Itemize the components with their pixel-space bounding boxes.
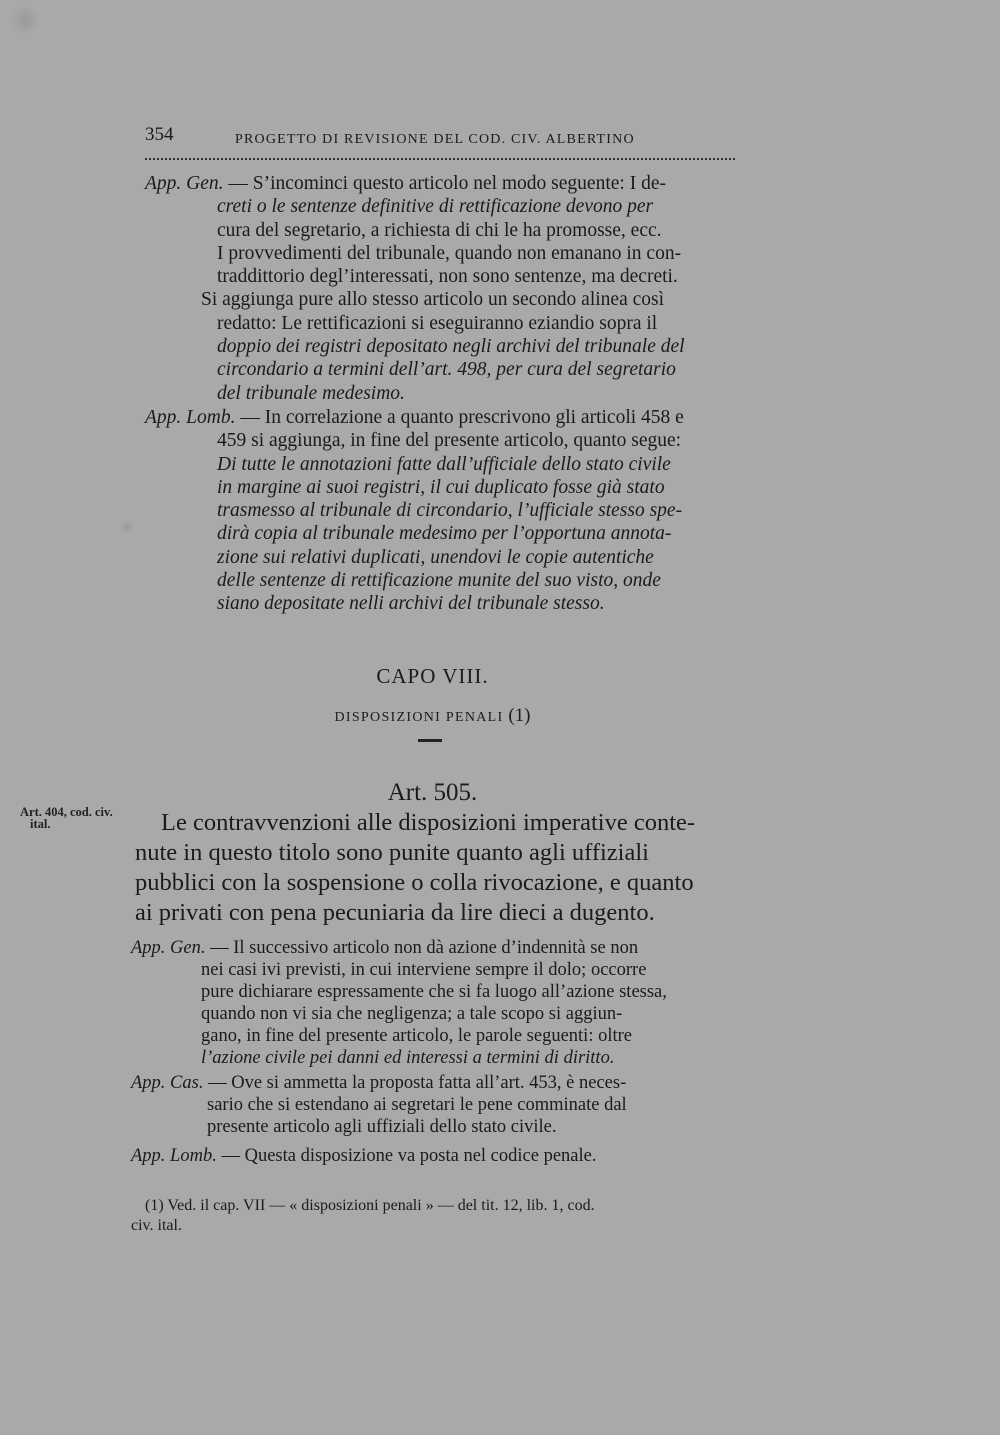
page-number: 354	[145, 124, 174, 145]
margin-note	[20, 806, 113, 830]
margin-note-line: ital.	[30, 817, 51, 831]
comment-signature: App. Gen.	[145, 173, 224, 194]
footnote-line: civ. ital.	[131, 1217, 182, 1234]
text-line: quando non vi sia che negligenza; a tale scopo si aggiun-	[201, 1004, 623, 1024]
comment-app-cas	[131, 1072, 731, 1138]
article-title: Art. 505.	[387, 779, 478, 806]
text-line: — In correlazione a quanto prescrivono gli articoli 458 e	[235, 407, 684, 428]
text-line: — Questa disposizione va posta nel codice penale.	[216, 1146, 597, 1166]
text-line: — S’incominci questo articolo nel modo seguente: I de-	[223, 173, 666, 194]
text-line: l’azione civile pei danni ed interessi a termini di diritto.	[201, 1048, 615, 1068]
text-line: I provvedimenti del tribunale, quando non emanano in con-	[217, 242, 682, 264]
comment-signature: App. Cas.	[131, 1073, 204, 1093]
comment-app-lomb-1	[145, 406, 735, 616]
header-rule	[145, 158, 735, 160]
text-line: dirà copia al tribunale medesimo per l’opportuna annota-	[217, 523, 672, 545]
text-line: zione sui relativi duplicati, unendovi le copie autentiche	[217, 546, 654, 568]
text-line: delle sentenze di rettificazione munite del suo visto, onde	[217, 570, 661, 592]
comment-signature: App. Lomb.	[145, 407, 236, 428]
text-line: circondario a termini dell’art. 498, per cura del segretario	[217, 359, 676, 381]
article-body	[135, 808, 725, 928]
comment-app-lomb-2	[131, 1145, 731, 1167]
comment-signature: App. Gen.	[131, 938, 206, 958]
paper-blemish	[10, 5, 40, 35]
running-title: PROGETTO DI REVISIONE DEL COD. CIV. ALBERTINO	[235, 132, 635, 147]
text-line: — Il successivo articolo non dà azione d’indennità se non	[205, 938, 639, 958]
text-line: presente articolo agli uffiziali dello stato civile.	[207, 1117, 557, 1137]
article-line: Le contravvenzioni alle disposizioni imperative conte-	[161, 809, 696, 836]
chapter-subtitle-text: DISPOSIZIONI PENALI	[334, 710, 504, 725]
comment-app-gen-1	[145, 172, 735, 405]
article-line: ai privati con pena pecuniaria da lire dieci a dugento.	[135, 899, 655, 926]
text-line: 459 si aggiunga, in fine del presente articolo, quanto segue:	[217, 430, 682, 452]
text-line: traddittorio degl’interessati, non sono sentenze, ma decreti.	[217, 266, 678, 288]
text-line: in margine ai suoi registri, il cui duplicato fosse già stato	[217, 476, 665, 498]
text-line: Di tutte le annotazioni fatte dall’ufficiale dello stato civile	[217, 453, 671, 475]
article-line: nute in questo titolo sono punite quanto agli uffiziali	[135, 839, 649, 866]
text-line: gano, in fine del presente articolo, le parole seguenti: oltre	[201, 1026, 632, 1046]
text-line: Si aggiunga pure allo stesso articolo un secondo alinea così	[201, 289, 665, 311]
footnote-reference: (1)	[508, 705, 531, 726]
chapter-title: CAPO VIII.	[376, 664, 489, 688]
margin-note-line: Art. 404, cod. civ.	[20, 805, 113, 819]
text-line: — Ove si ammetta la proposta fatta all’art. 453, è neces-	[203, 1073, 627, 1093]
text-line: pure dichiarare espressamente che si fa luogo all’azione stessa,	[201, 982, 667, 1002]
section-dash	[418, 739, 442, 742]
text-line: del tribunale medesimo.	[217, 382, 405, 404]
text-line: creti o le sentenze definitive di rettificazione devono per	[217, 196, 654, 218]
text-line: siano depositate nelli archivi del tribunale stesso.	[217, 593, 605, 615]
paper-blemish	[120, 520, 134, 534]
text-line: nei casi ivi previsti, in cui interviene sempre il dolo; occorre	[201, 960, 647, 980]
comment-signature: App. Lomb.	[131, 1146, 217, 1166]
footnote-line: (1) Ved. il cap. VII — « disposizioni penali » — del tit. 12, lib. 1, cod.	[145, 1197, 595, 1214]
footnote	[131, 1196, 721, 1236]
chapter-subtitle	[0, 705, 865, 727]
text-line: redatto: Le rettificazioni si eseguiranno eziandio sopra il	[217, 312, 658, 334]
text-line: sario che si estendano ai segretari le pene comminate dal	[207, 1095, 627, 1115]
text-line: cura del segretario, a richiesta di chi le ha promosse, ecc.	[217, 219, 662, 241]
comment-app-gen-2	[131, 937, 731, 1069]
text-line: doppio dei registri depositato negli archivi del tribunale del	[217, 336, 685, 358]
text-line: trasmesso al tribunale di circondario, l’ufficiale stesso spe-	[217, 500, 683, 522]
article-line: pubblici con la sospensione o colla rivocazione, e quanto	[135, 869, 694, 896]
